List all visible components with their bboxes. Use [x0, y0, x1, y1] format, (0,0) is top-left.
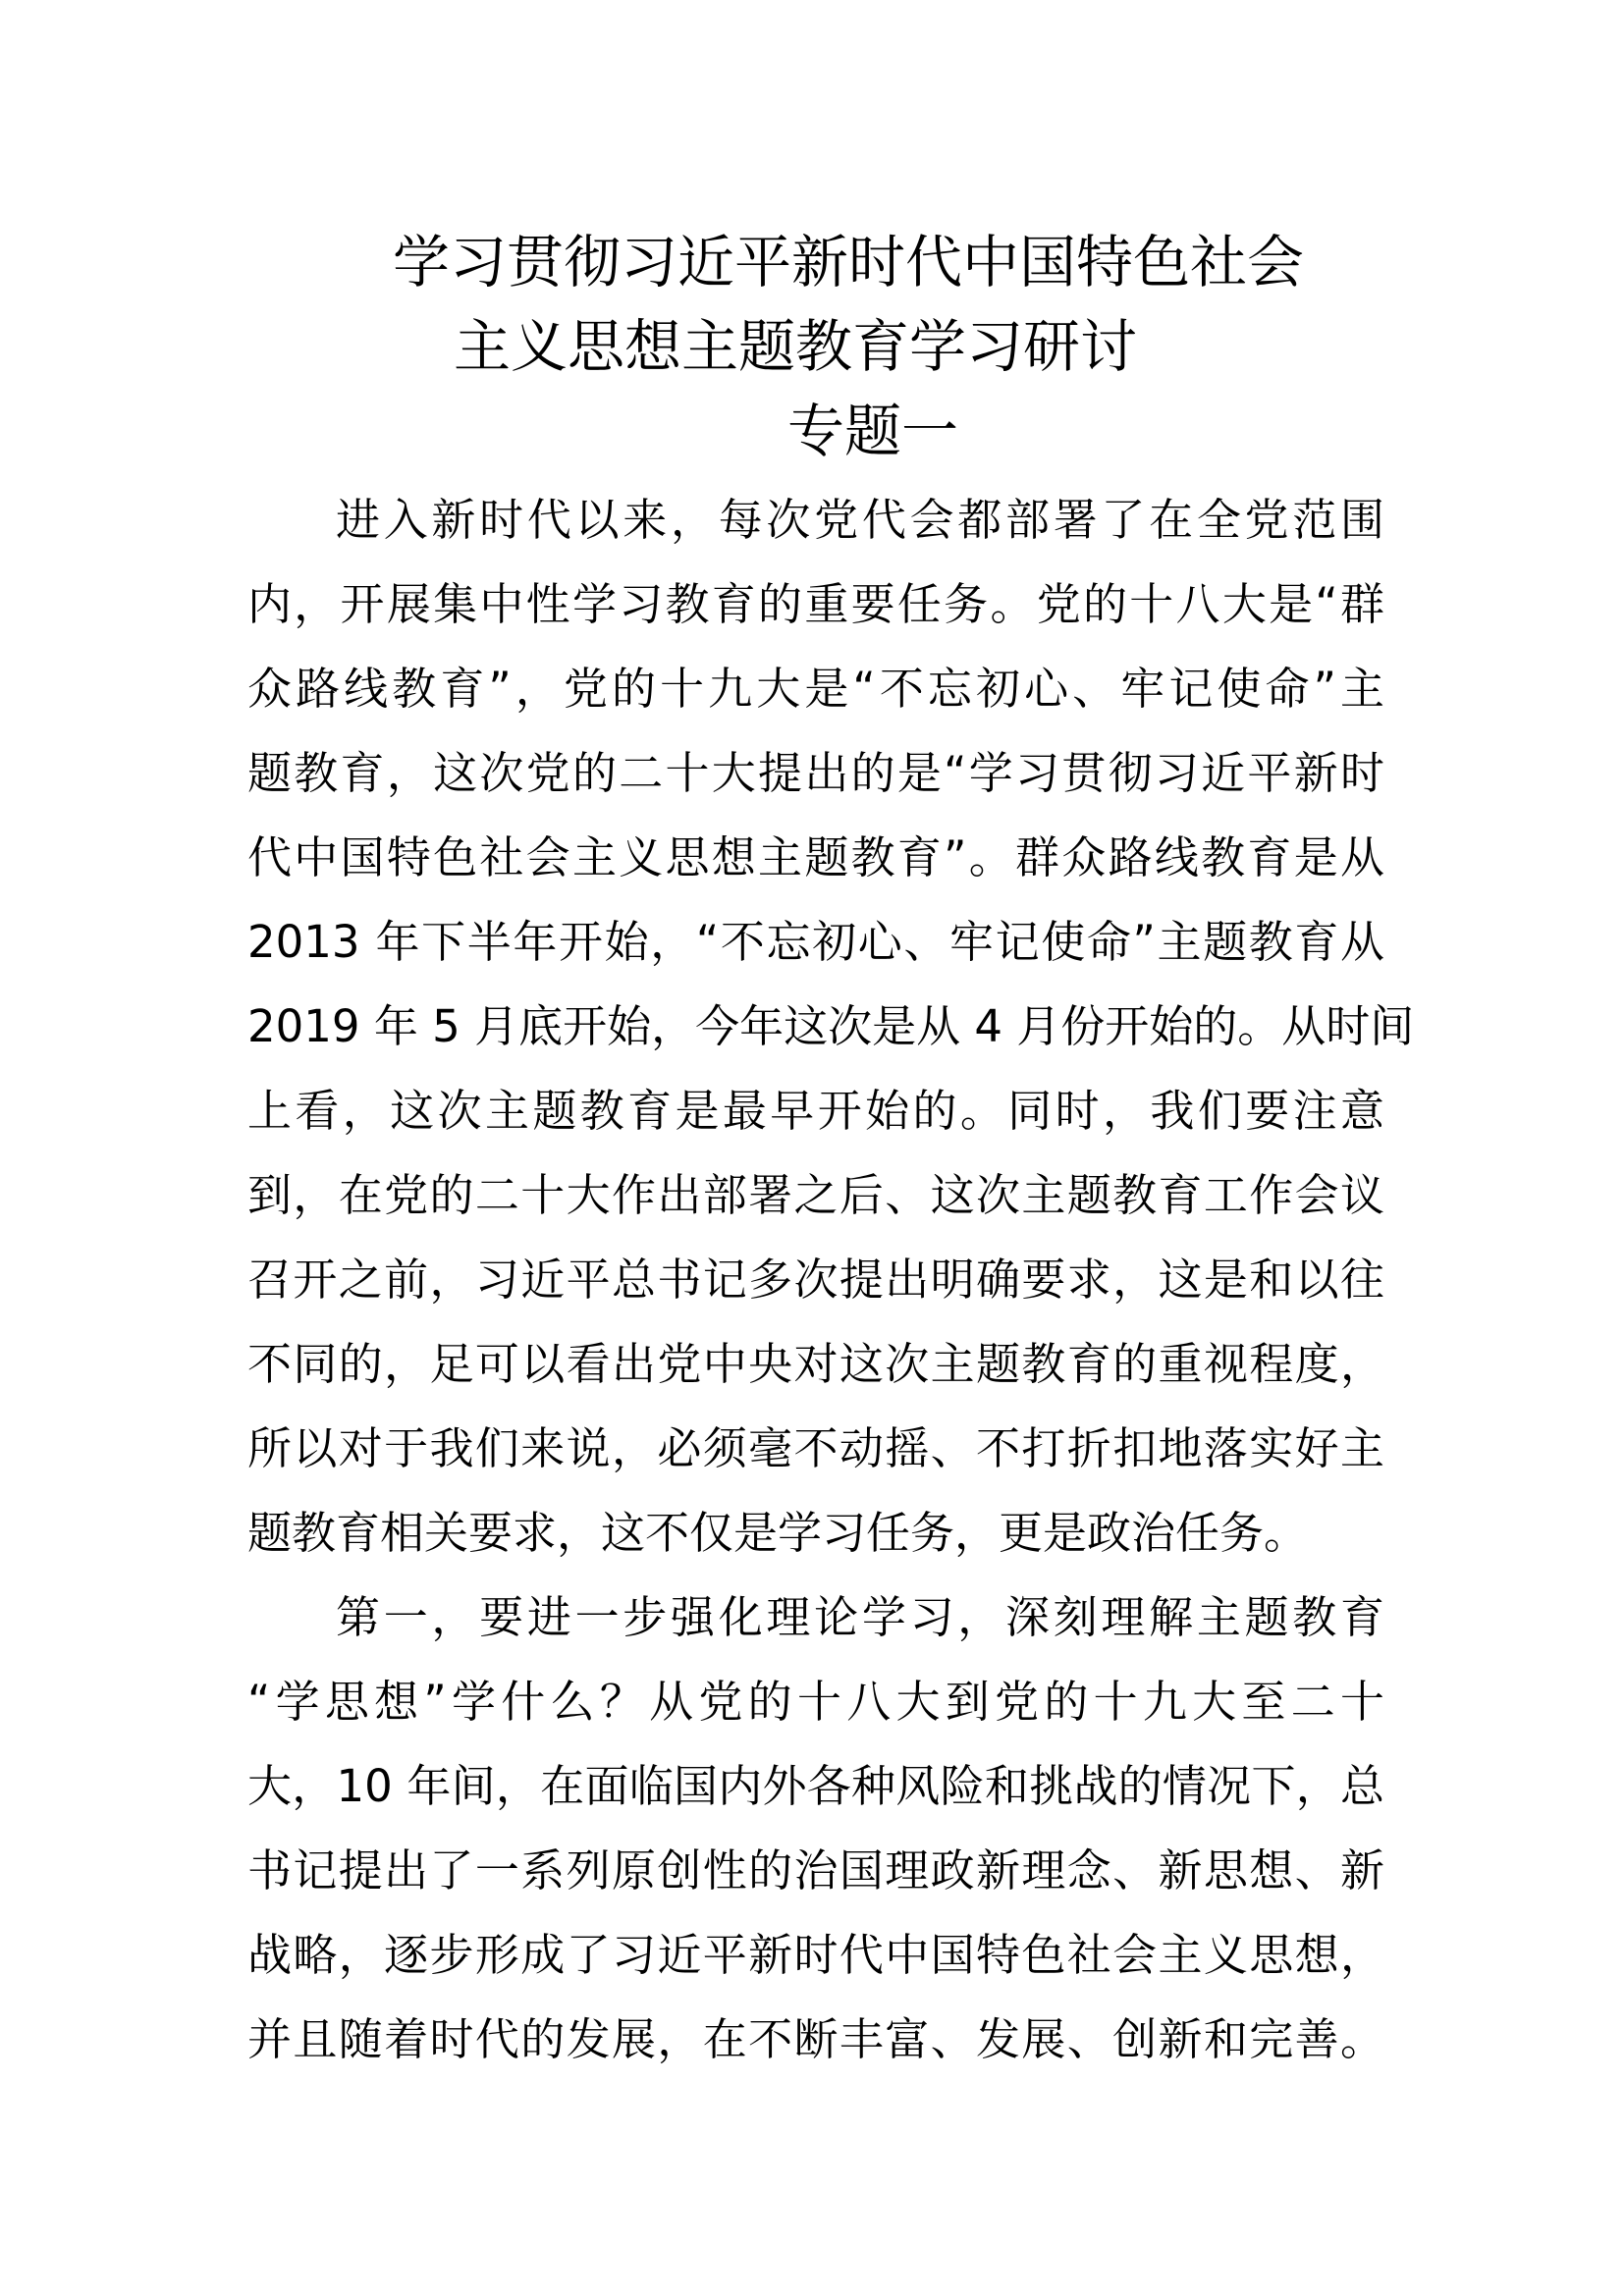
- paragraph-line: 题教育相关要求，这不仅是学习任务，更是政治任务。: [247, 1507, 1309, 1559]
- paragraph-line: 战略，逐步形成了习近平新时代中国特色社会主义思想，: [247, 1929, 1384, 1981]
- paragraph-line: 代中国特色社会主义思想主题教育”。群众路线教育是从: [247, 831, 1384, 883]
- paragraph-line: 2019 年 5 月底开始，今年这次是从 4 月份开始的。从时间: [247, 1000, 1415, 1052]
- paragraph-line: 第一，要进一步强化理论学习，深刻理解主题教育: [336, 1591, 1384, 1643]
- paragraph-line: 书记提出了一系列原创性的治国理政新理念、新思想、新: [247, 1844, 1384, 1896]
- paragraph-line: 大，10 年间，在面临国内外各种风险和挑战的情况下，总: [247, 1760, 1384, 1812]
- paragraph-line: 召开之前，习近平总书记多次提出明确要求，这是和以往: [247, 1254, 1384, 1306]
- document-title-line-1: 学习贯彻习近平新时代中国特色社会: [393, 229, 1305, 295]
- paragraph-line: 题教育，这次党的二十大提出的是“学习贯彻习近平新时: [247, 747, 1384, 799]
- document-title-line-2: 主义思想主题教育学习研讨: [454, 313, 1138, 380]
- paragraph-line: 2013 年下半年开始，“不忘初心、牢记使命”主题教育从: [247, 916, 1384, 968]
- paragraph-line: 不同的，足可以看出党中央对这次主题教育的重视程度，: [247, 1338, 1384, 1390]
- paragraph-line: 进入新时代以来，每次党代会都部署了在全党范围: [336, 494, 1384, 546]
- paragraph-line: 内，开展集中性学习教育的重要任务。党的十八大是“群: [247, 578, 1384, 630]
- paragraph-line: 众路线教育”，党的十九大是“不忘初心、牢记使命”主: [247, 663, 1384, 715]
- paragraph-line: “学思想”学什么？从党的十八大到党的十九大至二十: [247, 1676, 1384, 1728]
- paragraph-line: 上看，这次主题教育是最早开始的。同时，我们要注意: [247, 1085, 1384, 1137]
- paragraph-line: 到，在党的二十大作出部署之后、这次主题教育工作会议: [247, 1169, 1384, 1221]
- document-subtitle: 专题一: [787, 398, 959, 464]
- paragraph-line: 所以对于我们来说，必须毫不动摇、不打折扣地落实好主: [247, 1422, 1384, 1474]
- paragraph-line: 并且随着时代的发展，在不断丰富、发展、创新和完善。: [247, 2013, 1384, 2065]
